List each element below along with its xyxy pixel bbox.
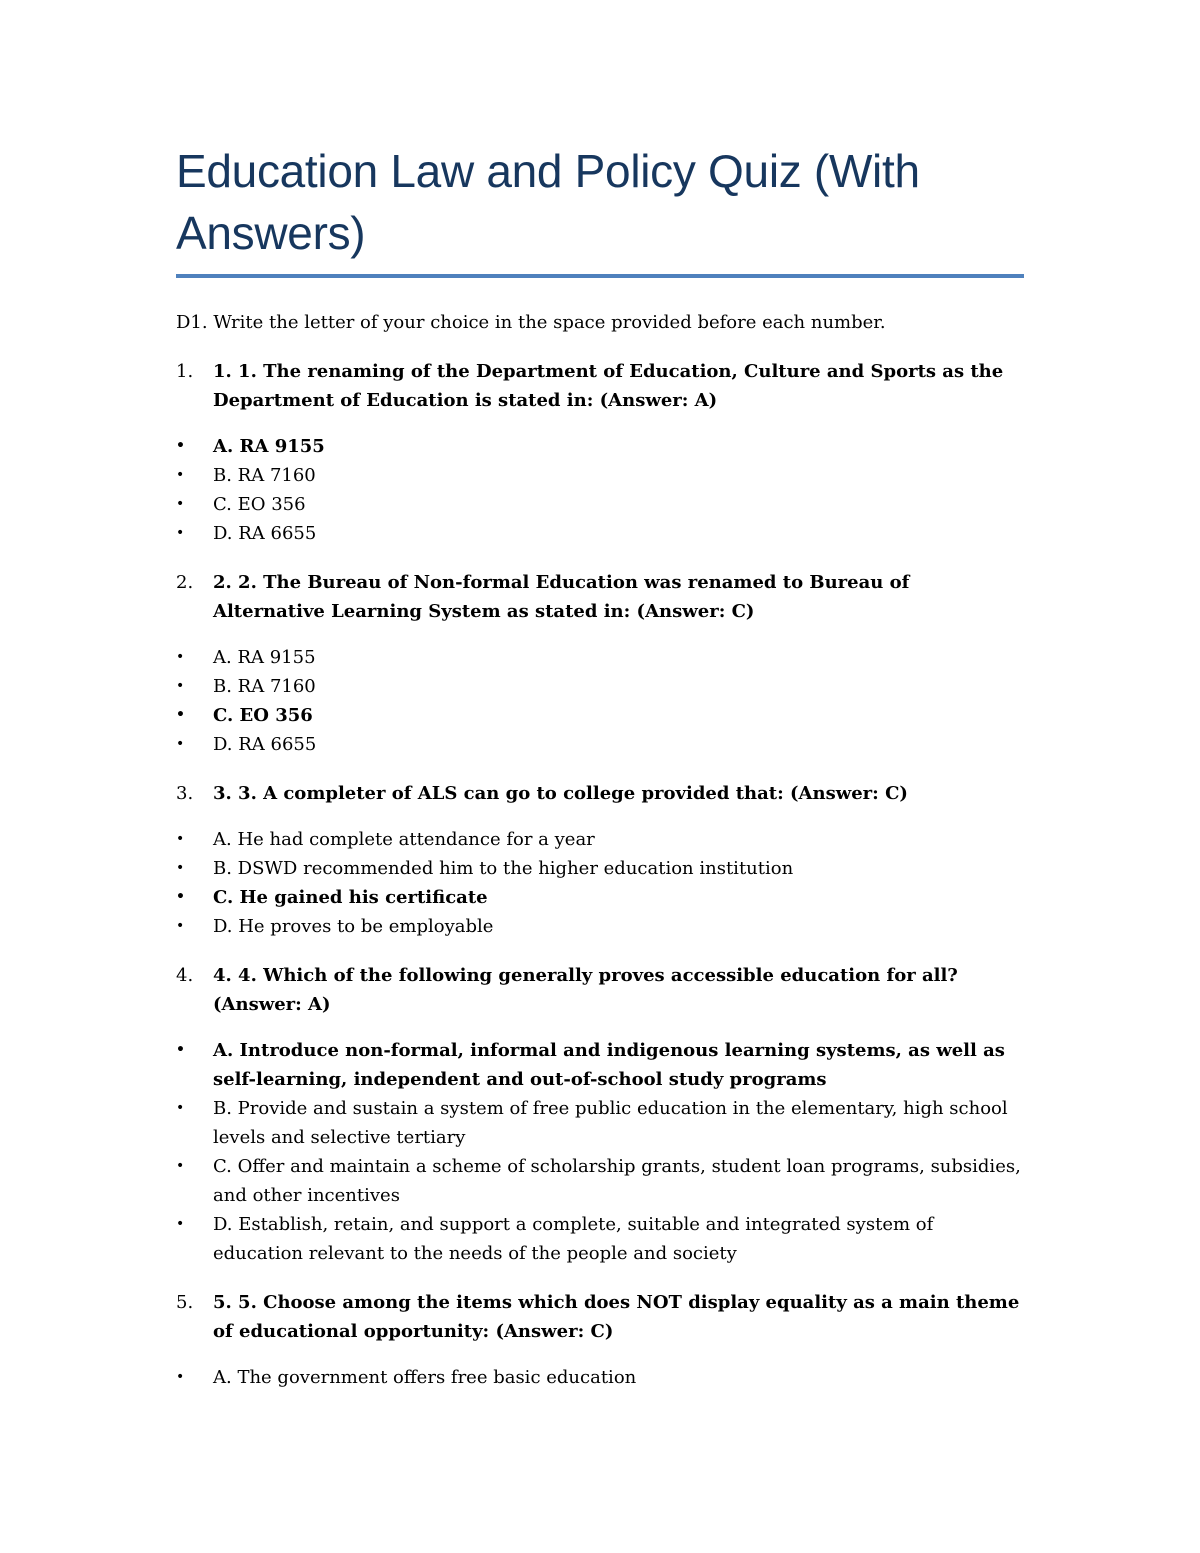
- question-number: 5.: [176, 1292, 194, 1313]
- document-page: [176, 140, 1024, 1392]
- bullet-icon: •: [176, 525, 185, 541]
- bullet-icon: •: [176, 1100, 185, 1116]
- answer-option-correct: [176, 432, 1024, 461]
- option-text: C. He gained his certificate: [213, 887, 488, 908]
- question-number: 3.: [176, 783, 194, 804]
- title-underline: [176, 274, 1024, 278]
- question-text: 5. 5. Choose among the items which does NOT display equality as a main theme of educational opportunity: (Answer: C): [213, 1292, 1020, 1342]
- option-text: B. DSWD recommended him to the higher education institution: [213, 858, 794, 879]
- question-text: 3. 3. A completer of ALS can go to college provided that: (Answer: C): [213, 783, 908, 804]
- option-text: B. RA 7160: [213, 465, 316, 486]
- answer-option: [176, 1363, 1024, 1392]
- answer-option: [176, 825, 1024, 854]
- option-list: [176, 432, 1024, 548]
- answer-option: [176, 854, 1024, 883]
- question-text: 2. 2. The Bureau of Non-formal Education was renamed to Bureau of Alternative Learning System as stated in: (Answer: C): [213, 572, 910, 622]
- option-text: A. RA 9155: [213, 436, 325, 457]
- bullet-icon: •: [176, 918, 185, 934]
- answer-option: [176, 1152, 1024, 1210]
- option-text: A. Introduce non-formal, informal and indigenous learning systems, as well as self-learning, independent and out-of-school study programs: [213, 1040, 1005, 1090]
- answer-option: [176, 730, 1024, 759]
- option-list: [176, 1036, 1024, 1268]
- answer-option: [176, 672, 1024, 701]
- option-text: D. Establish, retain, and support a complete, suitable and integrated system of education relevant to the needs of the people and society: [213, 1214, 934, 1264]
- answer-option-correct: [176, 883, 1024, 912]
- option-text: A. The government offers free basic education: [213, 1367, 637, 1388]
- question-text: 1. 1. The renaming of the Department of Education, Culture and Sports as the Department of Education is stated in: (Answer: A): [213, 361, 1004, 411]
- option-text: D. RA 6655: [213, 734, 317, 755]
- bullet-icon: •: [176, 1042, 185, 1058]
- bullet-icon: •: [176, 889, 185, 905]
- option-list: [176, 825, 1024, 941]
- answer-option: [176, 1094, 1024, 1152]
- instructions-text: D1. Write the letter of your choice in the space provided before each number.: [176, 312, 886, 333]
- bullet-icon: •: [176, 860, 185, 876]
- answer-option: [176, 912, 1024, 941]
- option-text: C. Offer and maintain a scheme of scholarship grants, student loan programs, subsidies, and other incentives: [213, 1156, 1021, 1206]
- question-list: [176, 357, 1024, 1392]
- question-1: [176, 357, 1024, 415]
- option-text: B. Provide and sustain a system of free public education in the elementary, high school levels and selective tertiary: [213, 1098, 1008, 1148]
- bullet-icon: •: [176, 649, 185, 665]
- answer-option: [176, 1210, 1024, 1268]
- question-4: [176, 961, 1024, 1019]
- option-text: A. He had complete attendance for a year: [213, 829, 595, 850]
- question-number: 2.: [176, 572, 194, 593]
- answer-option: [176, 643, 1024, 672]
- bullet-icon: •: [176, 831, 185, 847]
- question-number: 4.: [176, 965, 194, 986]
- option-text: D. He proves to be employable: [213, 916, 494, 937]
- option-text: D. RA 6655: [213, 523, 317, 544]
- option-list: [176, 1363, 1024, 1392]
- answer-option-correct: [176, 701, 1024, 730]
- answer-option: [176, 519, 1024, 548]
- bullet-icon: •: [176, 1216, 185, 1232]
- bullet-icon: •: [176, 736, 185, 752]
- option-text: B. RA 7160: [213, 676, 316, 697]
- option-list: [176, 643, 1024, 759]
- answer-option: [176, 461, 1024, 490]
- document-title: Education Law and Policy Quiz (With Answers): [176, 145, 920, 259]
- bullet-icon: •: [176, 467, 185, 483]
- bullet-icon: •: [176, 678, 185, 694]
- option-text: A. RA 9155: [213, 647, 316, 668]
- answer-option: [176, 490, 1024, 519]
- bullet-icon: •: [176, 707, 185, 723]
- question-5: [176, 1288, 1024, 1346]
- bullet-icon: •: [176, 1369, 185, 1385]
- answer-option-correct: [176, 1036, 1024, 1094]
- bullet-icon: •: [176, 1158, 185, 1174]
- question-2: [176, 568, 1024, 626]
- option-text: C. EO 356: [213, 705, 313, 726]
- bullet-icon: •: [176, 438, 185, 454]
- question-3: [176, 779, 1024, 808]
- question-text: 4. 4. Which of the following generally proves accessible education for all? (Answer: A): [213, 965, 958, 1015]
- option-text: C. EO 356: [213, 494, 306, 515]
- bullet-icon: •: [176, 496, 185, 512]
- question-number: 1.: [176, 361, 194, 382]
